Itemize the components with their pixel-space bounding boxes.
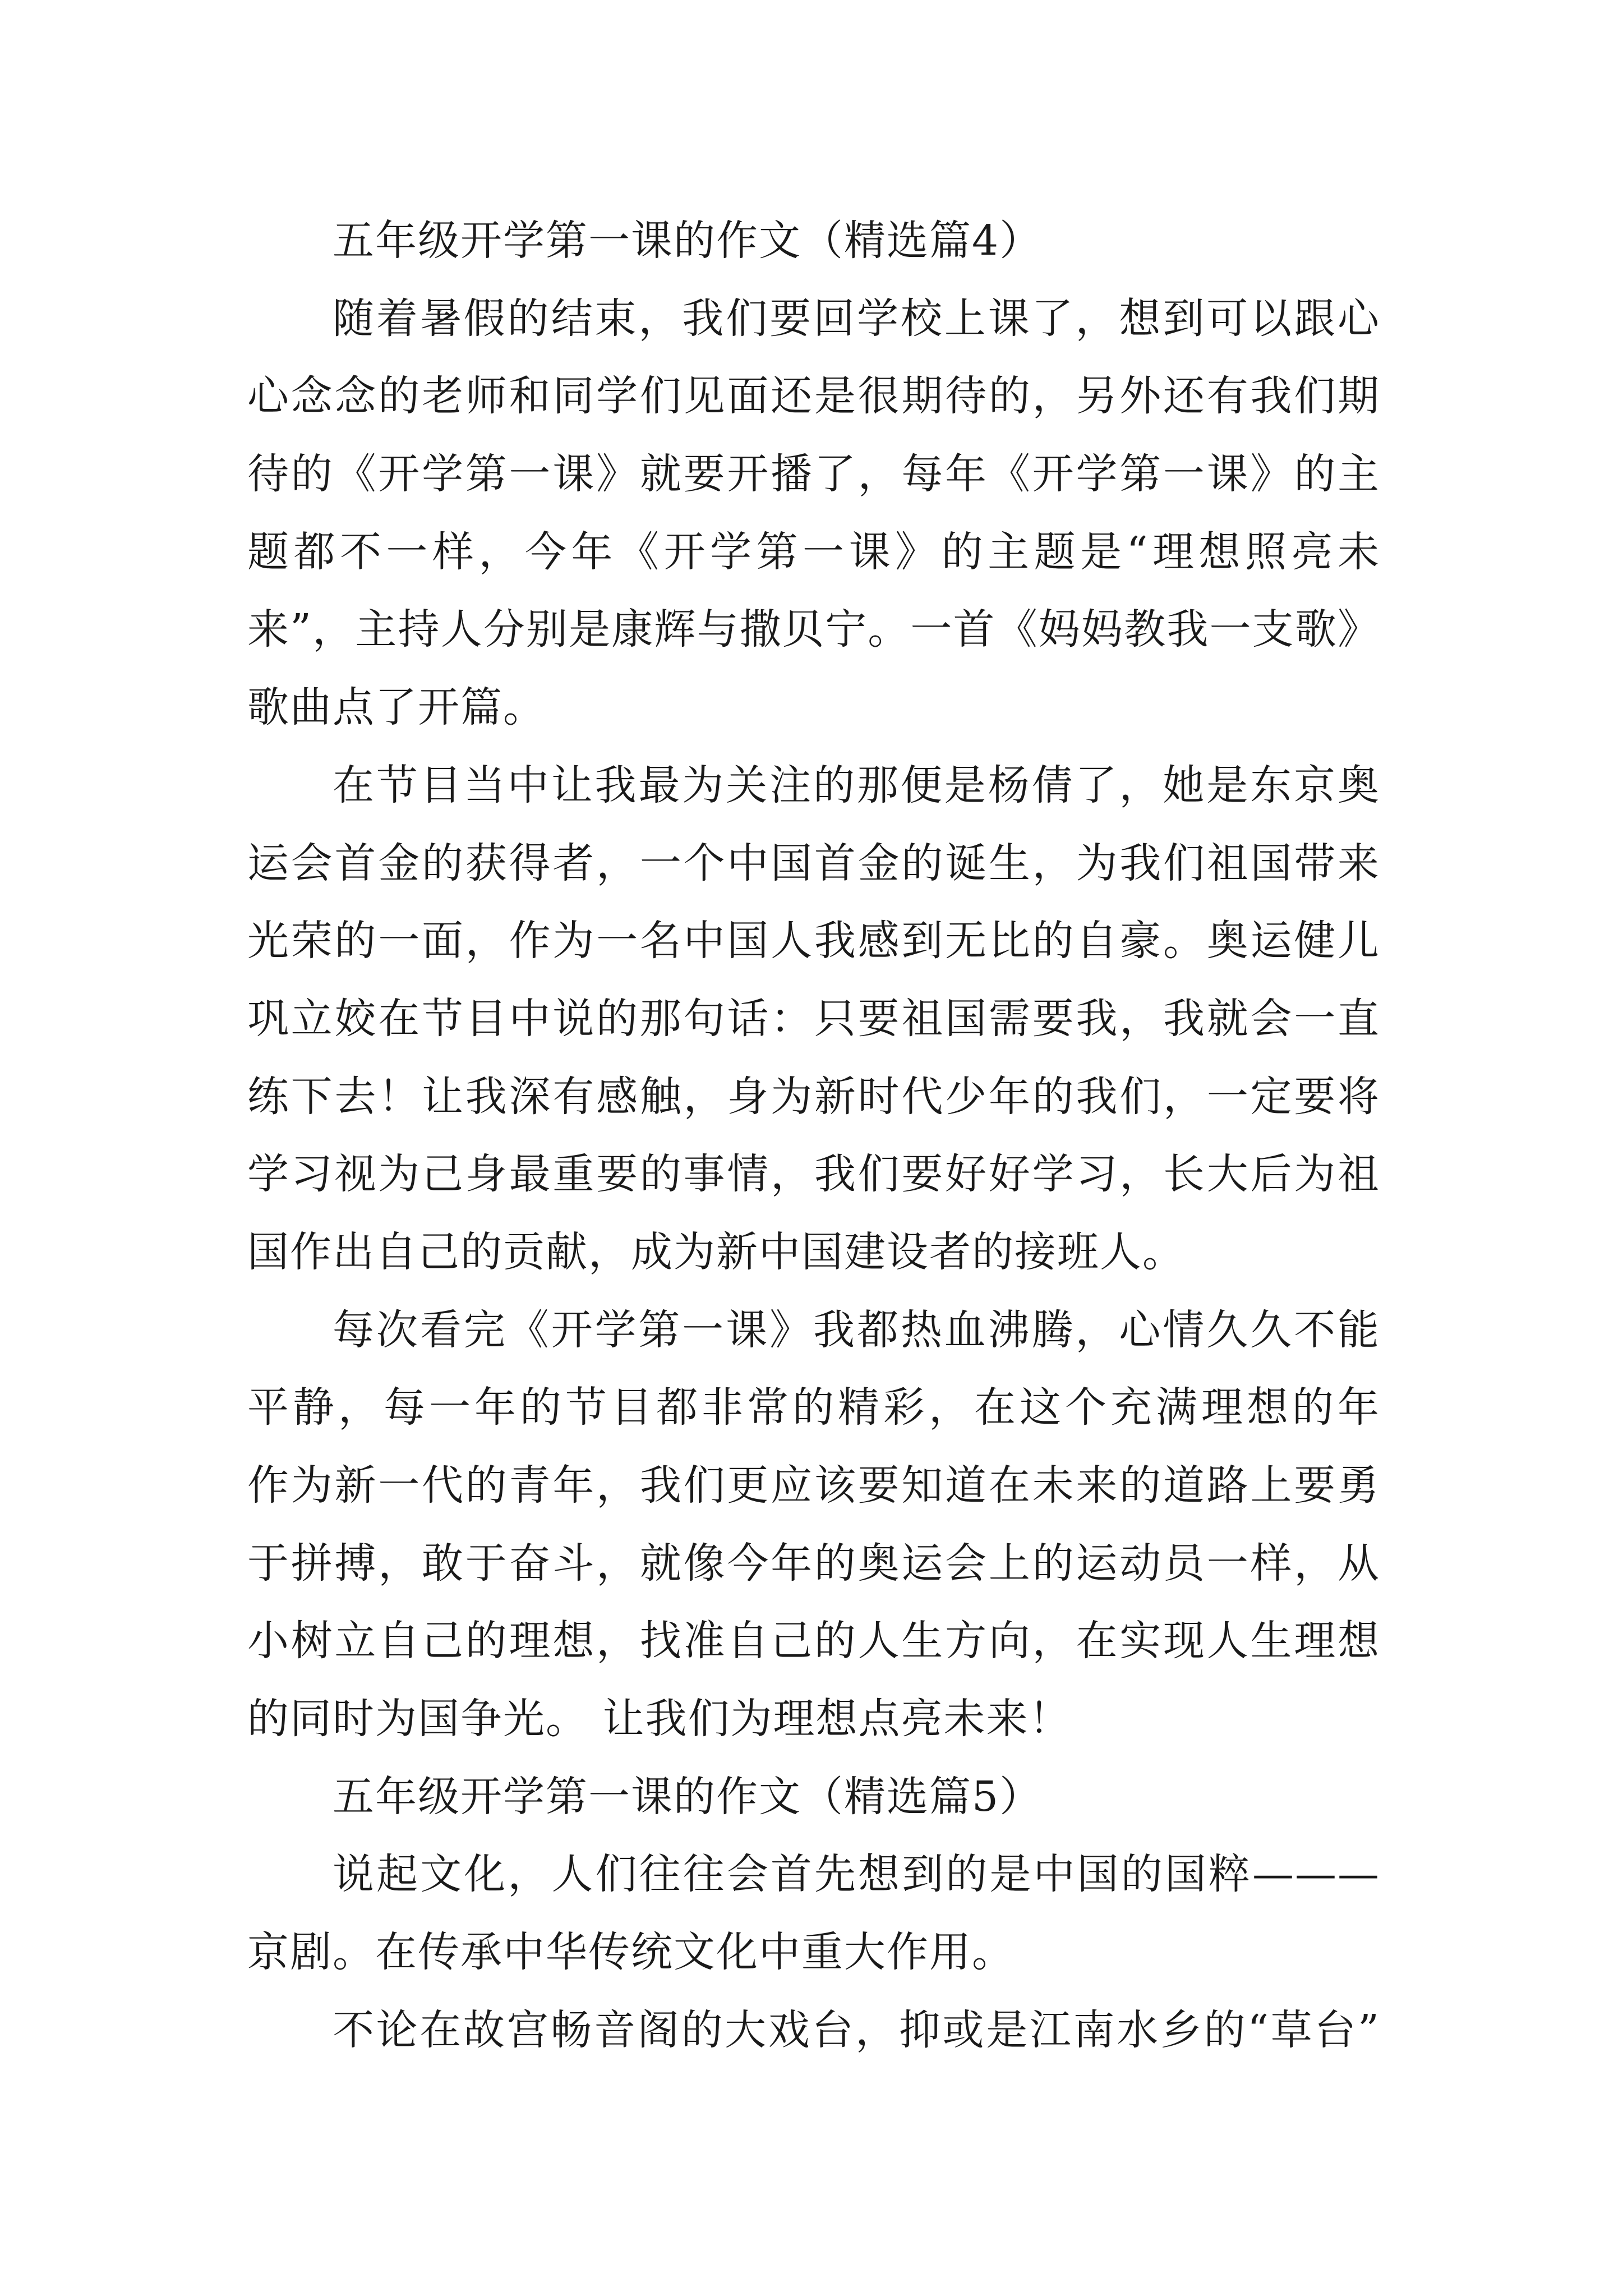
text-line: 每次看完《开学第一课》我都热血沸腾，心情久久不能 — [333, 1305, 1380, 1354]
text-line: 练下去！让我深有感触，身为新时代少年的我们，一定要将 — [247, 1072, 1380, 1121]
text-line: 说起文化，人们往往会首先想到的是中国的国粹——— — [333, 1850, 1380, 1899]
text-line: 于拼搏，敢于奋斗，就像今年的奥运会上的运动员一样，从 — [247, 1539, 1380, 1588]
document-body — [247, 202, 1380, 2069]
text-line: 的同时为国争光。 让我们为理想点亮未来！ — [247, 1695, 1072, 1743]
text-line: 题都不一样，今年《开学第一课》的主题是“理想照亮未 — [247, 527, 1380, 576]
text-line: 学习视为己身最重要的事情，我们要好好学习，长大后为祖 — [247, 1150, 1380, 1199]
text-line: 光荣的一面，作为一名中国人我感到无比的自豪。奥运健儿 — [247, 917, 1380, 965]
text-line: 歌曲点了开篇。 — [247, 683, 546, 732]
text-line: 平静，每一年的节目都非常的精彩，在这个充满理想的年 — [247, 1383, 1380, 1432]
text-line: 运会首金的获得者，一个中国首金的诞生，为我们祖国带来 — [247, 839, 1380, 887]
text-line: 小树立自己的理想，找准自己的人生方向，在实现人生理想 — [247, 1617, 1380, 1665]
text-line: 待的《开学第一课》就要开播了，每年《开学第一课》的主 — [247, 450, 1380, 499]
text-line: 巩立姣在节目中说的那句话：只要祖国需要我，我就会一直 — [247, 994, 1380, 1043]
text-line: 随着暑假的结束，我们要回学校上课了，想到可以跟心 — [333, 294, 1380, 343]
text-line: 作为新一代的青年，我们更应该要知道在未来的道路上要勇 — [247, 1461, 1380, 1510]
text-line: 不论在故宫畅音阁的大戏台，抑或是江南水乡的“草台” — [333, 2005, 1380, 2054]
text-line: 京剧。在传承中华传统文化中重大作用。 — [247, 1928, 1015, 1977]
text-line: 在节目当中让我最为关注的那便是杨倩了，她是东京奥 — [333, 761, 1380, 809]
text-line: 五年级开学第一课的作文（精选篇5） — [333, 1772, 1043, 1821]
text-line: 国作出自己的贡献，成为新中国建设者的接班人。 — [247, 1227, 1185, 1276]
text-line: 来”，主持人分别是康辉与撒贝宁。一首《妈妈教我一支歌》 — [247, 605, 1380, 654]
text-line: 心念念的老师和同学们见面还是很期待的，另外还有我们期 — [247, 372, 1380, 421]
text-line: 五年级开学第一课的作文（精选篇4） — [333, 217, 1043, 265]
